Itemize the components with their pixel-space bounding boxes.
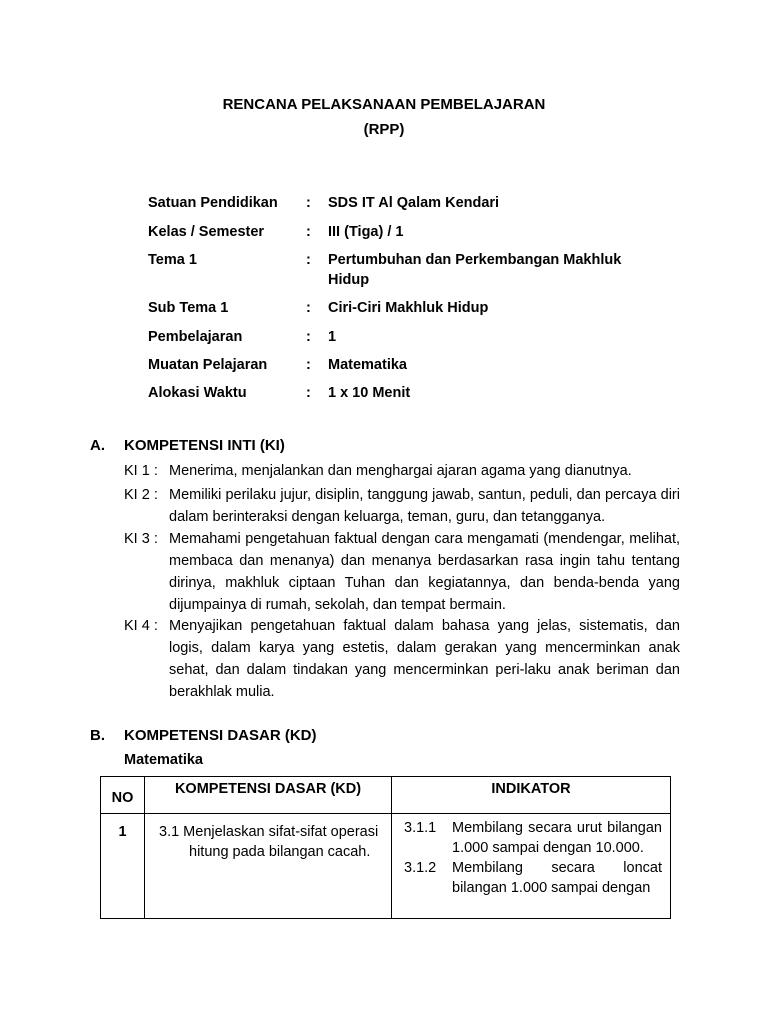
kd-text: 3.1 Menjelaskan sifat-sifat operasi hitung pada bilangan cacah. (159, 824, 379, 860)
info-separator: : (306, 385, 311, 401)
ki-text: Menerima, menjalankan dan menghargai ajaran agama yang dianutnya. (169, 463, 632, 479)
kd-table (100, 776, 671, 919)
info-separator: : (306, 195, 311, 211)
info-label: Pembelajaran (148, 329, 243, 345)
info-value: Matematika (328, 357, 407, 373)
kd-cell (145, 814, 392, 919)
ki-text: Menyajikan pengetahuan faktual dalam bahasa yang jelas, sistematis, dan logis, dalam karya yang estetis, dalam gerakan yang mencerminkan anak sehat, dan dalam tindakan yang mencerminkan peri-laku anak beriman dan berakhlak mulia. (169, 618, 680, 700)
info-label: Sub Tema 1 (148, 300, 229, 316)
info-separator: : (306, 357, 311, 373)
info-value: 1 x 10 Menit (328, 385, 411, 401)
ki-text: Memiliki perilaku jujur, disiplin, tanggung jawab, santun, peduli, dan percaya diri dalam berinteraksi dengan keluarga, teman, guru, dan tetangganya. (169, 487, 680, 525)
info-value: III (Tiga) / 1 (328, 224, 404, 240)
column-header-kd: KOMPETENSI DASAR (KD) (145, 777, 392, 814)
ki-text: Memahami pengetahuan faktual dengan cara mengamati (mendengar, melihat, membaca dan menanya) dan menanya berdasarkan rasa ingin tahu tentang dirinya, makhluk ciptaan Tuhan dan kegiatannya, dan benda-benda yang dijumpainya di rumah, sekolah, dan tempat bermain. (169, 531, 680, 613)
info-separator: : (306, 300, 311, 316)
section-title: KOMPETENSI DASAR (KD) (124, 727, 317, 744)
info-value: 1 (328, 329, 337, 345)
column-header-indikator: INDIKATOR (392, 777, 671, 814)
info-label: Muatan Pelajaran (148, 357, 268, 373)
info-label: Alokasi Waktu (148, 385, 247, 401)
ki-label: KI 4 : (124, 618, 158, 634)
table-header-row (101, 777, 671, 814)
info-value: Pertumbuhan dan Perkembangan Makhluk Hidup (328, 252, 622, 288)
indicator-text: Membilang secara loncat bilangan 1.000 sampai dengan (452, 860, 662, 896)
row-number: 1 (101, 814, 145, 919)
info-label: Tema 1 (148, 252, 197, 268)
info-value: SDS IT Al Qalam Kendari (328, 195, 500, 211)
info-label: Satuan Pendidikan (148, 195, 278, 211)
document-subtitle: (RPP) (363, 121, 405, 138)
indicator-item (404, 818, 662, 858)
table-row (101, 814, 671, 919)
info-label: Kelas / Semester (148, 224, 265, 240)
section-letter: A. (90, 437, 105, 454)
document-title: RENCANA PELAKSANAAN PEMBELAJARAN (222, 96, 546, 113)
indicator-text: Membilang secara urut bilangan 1.000 sampai dengan 10.000. (452, 820, 662, 856)
info-separator: : (306, 252, 311, 268)
indicator-item (404, 858, 662, 898)
indicator-number: 3.1.2 (404, 860, 437, 876)
info-separator: : (306, 329, 311, 345)
info-value: Ciri-Ciri Makhluk Hidup (328, 300, 489, 316)
info-separator: : (306, 224, 311, 240)
column-header-no: NO (101, 777, 145, 814)
section-title: KOMPETENSI INTI (KI) (124, 437, 285, 454)
ki-label: KI 2 : (124, 487, 158, 503)
section-letter: B. (90, 727, 105, 744)
ki-label: KI 3 : (124, 531, 158, 547)
ki-label: KI 1 : (124, 463, 158, 479)
indicator-cell (392, 814, 671, 919)
indicator-number: 3.1.1 (404, 820, 437, 836)
subject-subheading: Matematika (124, 752, 203, 768)
